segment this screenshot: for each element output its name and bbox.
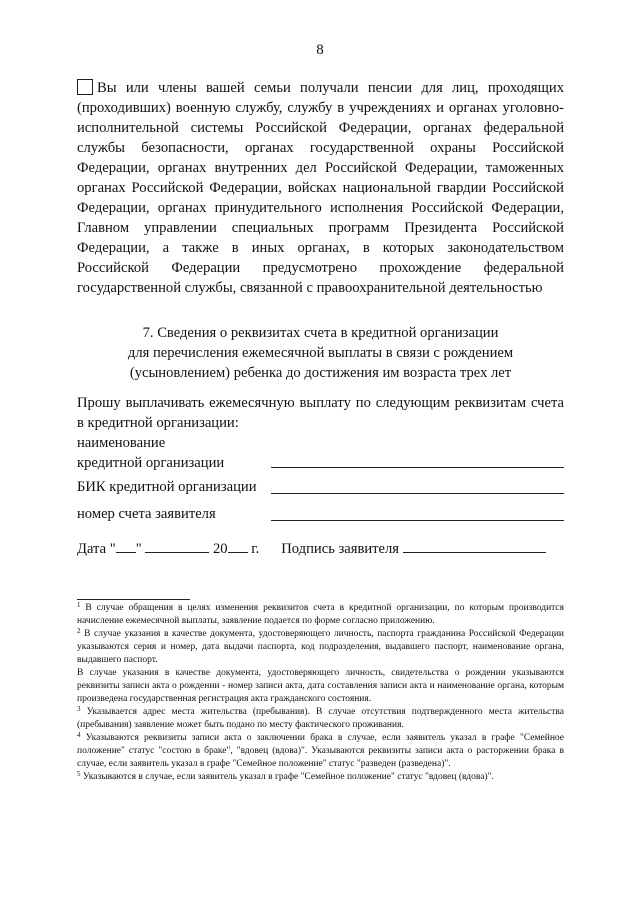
footnote [77,602,564,628]
bank-name-label-line-1: наименование [77,435,166,451]
payment-request-text: Прошу выплачивать ежемесячную выплату по следующим реквизитам счета в кредитной организации: [77,395,564,431]
section-7-heading [77,323,564,383]
footnote [77,706,564,732]
footnote-text: В случае обращения в целях изменения реквизитов счета в кредитной организации, по которым производится начисление ежемесячной выплаты, заявление подается по форме согласно приложению. [77,603,565,626]
footnote-separator [77,599,190,600]
day-input-line[interactable] [116,538,136,553]
section-7-heading-line-1: 7. Сведения о реквизитах счета в кредитной организации [142,325,499,341]
date-signature-row [77,538,564,559]
bik-field [77,477,564,497]
section-7-heading-line-2: для перечисления ежемесячной выплаты в связи с рождением [127,345,514,361]
footnote-text: Указываются реквизиты записи акта о заключении брака в случае, если заявитель указал в графе "Семейное положение" статус "состою в браке", "вдовец (вдова)". Указываются реквизиты записи акта о расторжении брака в случае, если заявитель указал в графе "Семейное положение" статус "разведен (разведена)". [77,733,564,769]
footnote-mark: 1 [77,601,81,609]
footnote [77,628,564,667]
footnote-mark: 2 [77,627,81,635]
bank-name-label-line-2: кредитной организации [77,455,225,471]
date-quote-close: " [135,541,142,557]
signature-label: Подпись заявителя [281,541,399,557]
footnote-text: Указываются в случае, если заявитель указал в графе "Семейное положение" статус "вдовец (вдова)". [82,772,494,782]
month-input-line[interactable] [145,538,209,553]
footnotes [77,602,564,784]
date-label: Дата [77,541,107,557]
bik-input-line[interactable] [271,493,564,494]
footnote [77,771,564,784]
pension-checkbox[interactable] [77,79,93,95]
footnote-text: Указывается адрес места жительства (пребывания). В случае отсутствия подтвержденного места жительства (пребывания) заявление может быть подано по месту фактического проживания. [77,707,565,730]
year-input-line[interactable] [228,538,248,553]
section-7-heading-line-3: (усыновлением) ребенка до достижения им возраста трех лет [129,365,512,381]
pension-question [77,78,564,298]
pension-question-text: Вы или члены вашей семьи получали пенсии для лиц, проходящих (проходивших) военную службу, службу в учреждениях и органах уголовно-исполнительной системы Российской Федерации, органах федеральной службы безопасности, органах государственной охраны Российской Федерации, органах внутренних дел Российской Федерации, таможенных органах Российской Федерации, войсках национальной гвардии Российской Федерации, органах принудительного исполнения Российской Федерации, Главном управлении специальных программ Президента Российской Федерации, а также в иных органах, в которых законодательством Российской Федерации предусмотрено прохождение федеральной государственной службы, связанной с правоохранительной деятельностью [77,80,564,296]
year-prefix: 20 [213,541,228,557]
footnote-mark: 3 [77,705,81,713]
page-number: 8 [316,42,324,58]
bank-name-input-line[interactable] [271,467,564,468]
footnote-mark: 5 [77,770,81,778]
year-suffix: г. [251,541,260,557]
date-quote-open: " [109,541,116,557]
bank-name-field [77,433,564,473]
footnote-text: В случае указания в качестве документа, удостоверяющего личность, паспорта гражданина Российской Федерации указываются серия и номер, дата выдачи паспорта, код подразделения, выдавшего паспорт, наименование органа, выдавшего паспорт. [77,629,565,665]
footnote [77,667,564,706]
footnote-mark: 4 [77,731,81,739]
account-label: номер счета заявителя [77,506,216,522]
account-input-line[interactable] [271,520,564,521]
footnote [77,732,564,771]
bik-label: БИК кредитной организации [77,479,257,495]
account-field [77,504,564,524]
footnote-text: В случае указания в качестве документа, удостоверяющего личность, свидетельства о рождении указываются реквизиты записи акта о рождении - номер записи акта, дата составления записи акта и наименование органа, которым произведена государственная регистрация акта гражданского состояния. [77,668,564,704]
signature-input-line[interactable] [403,538,546,553]
